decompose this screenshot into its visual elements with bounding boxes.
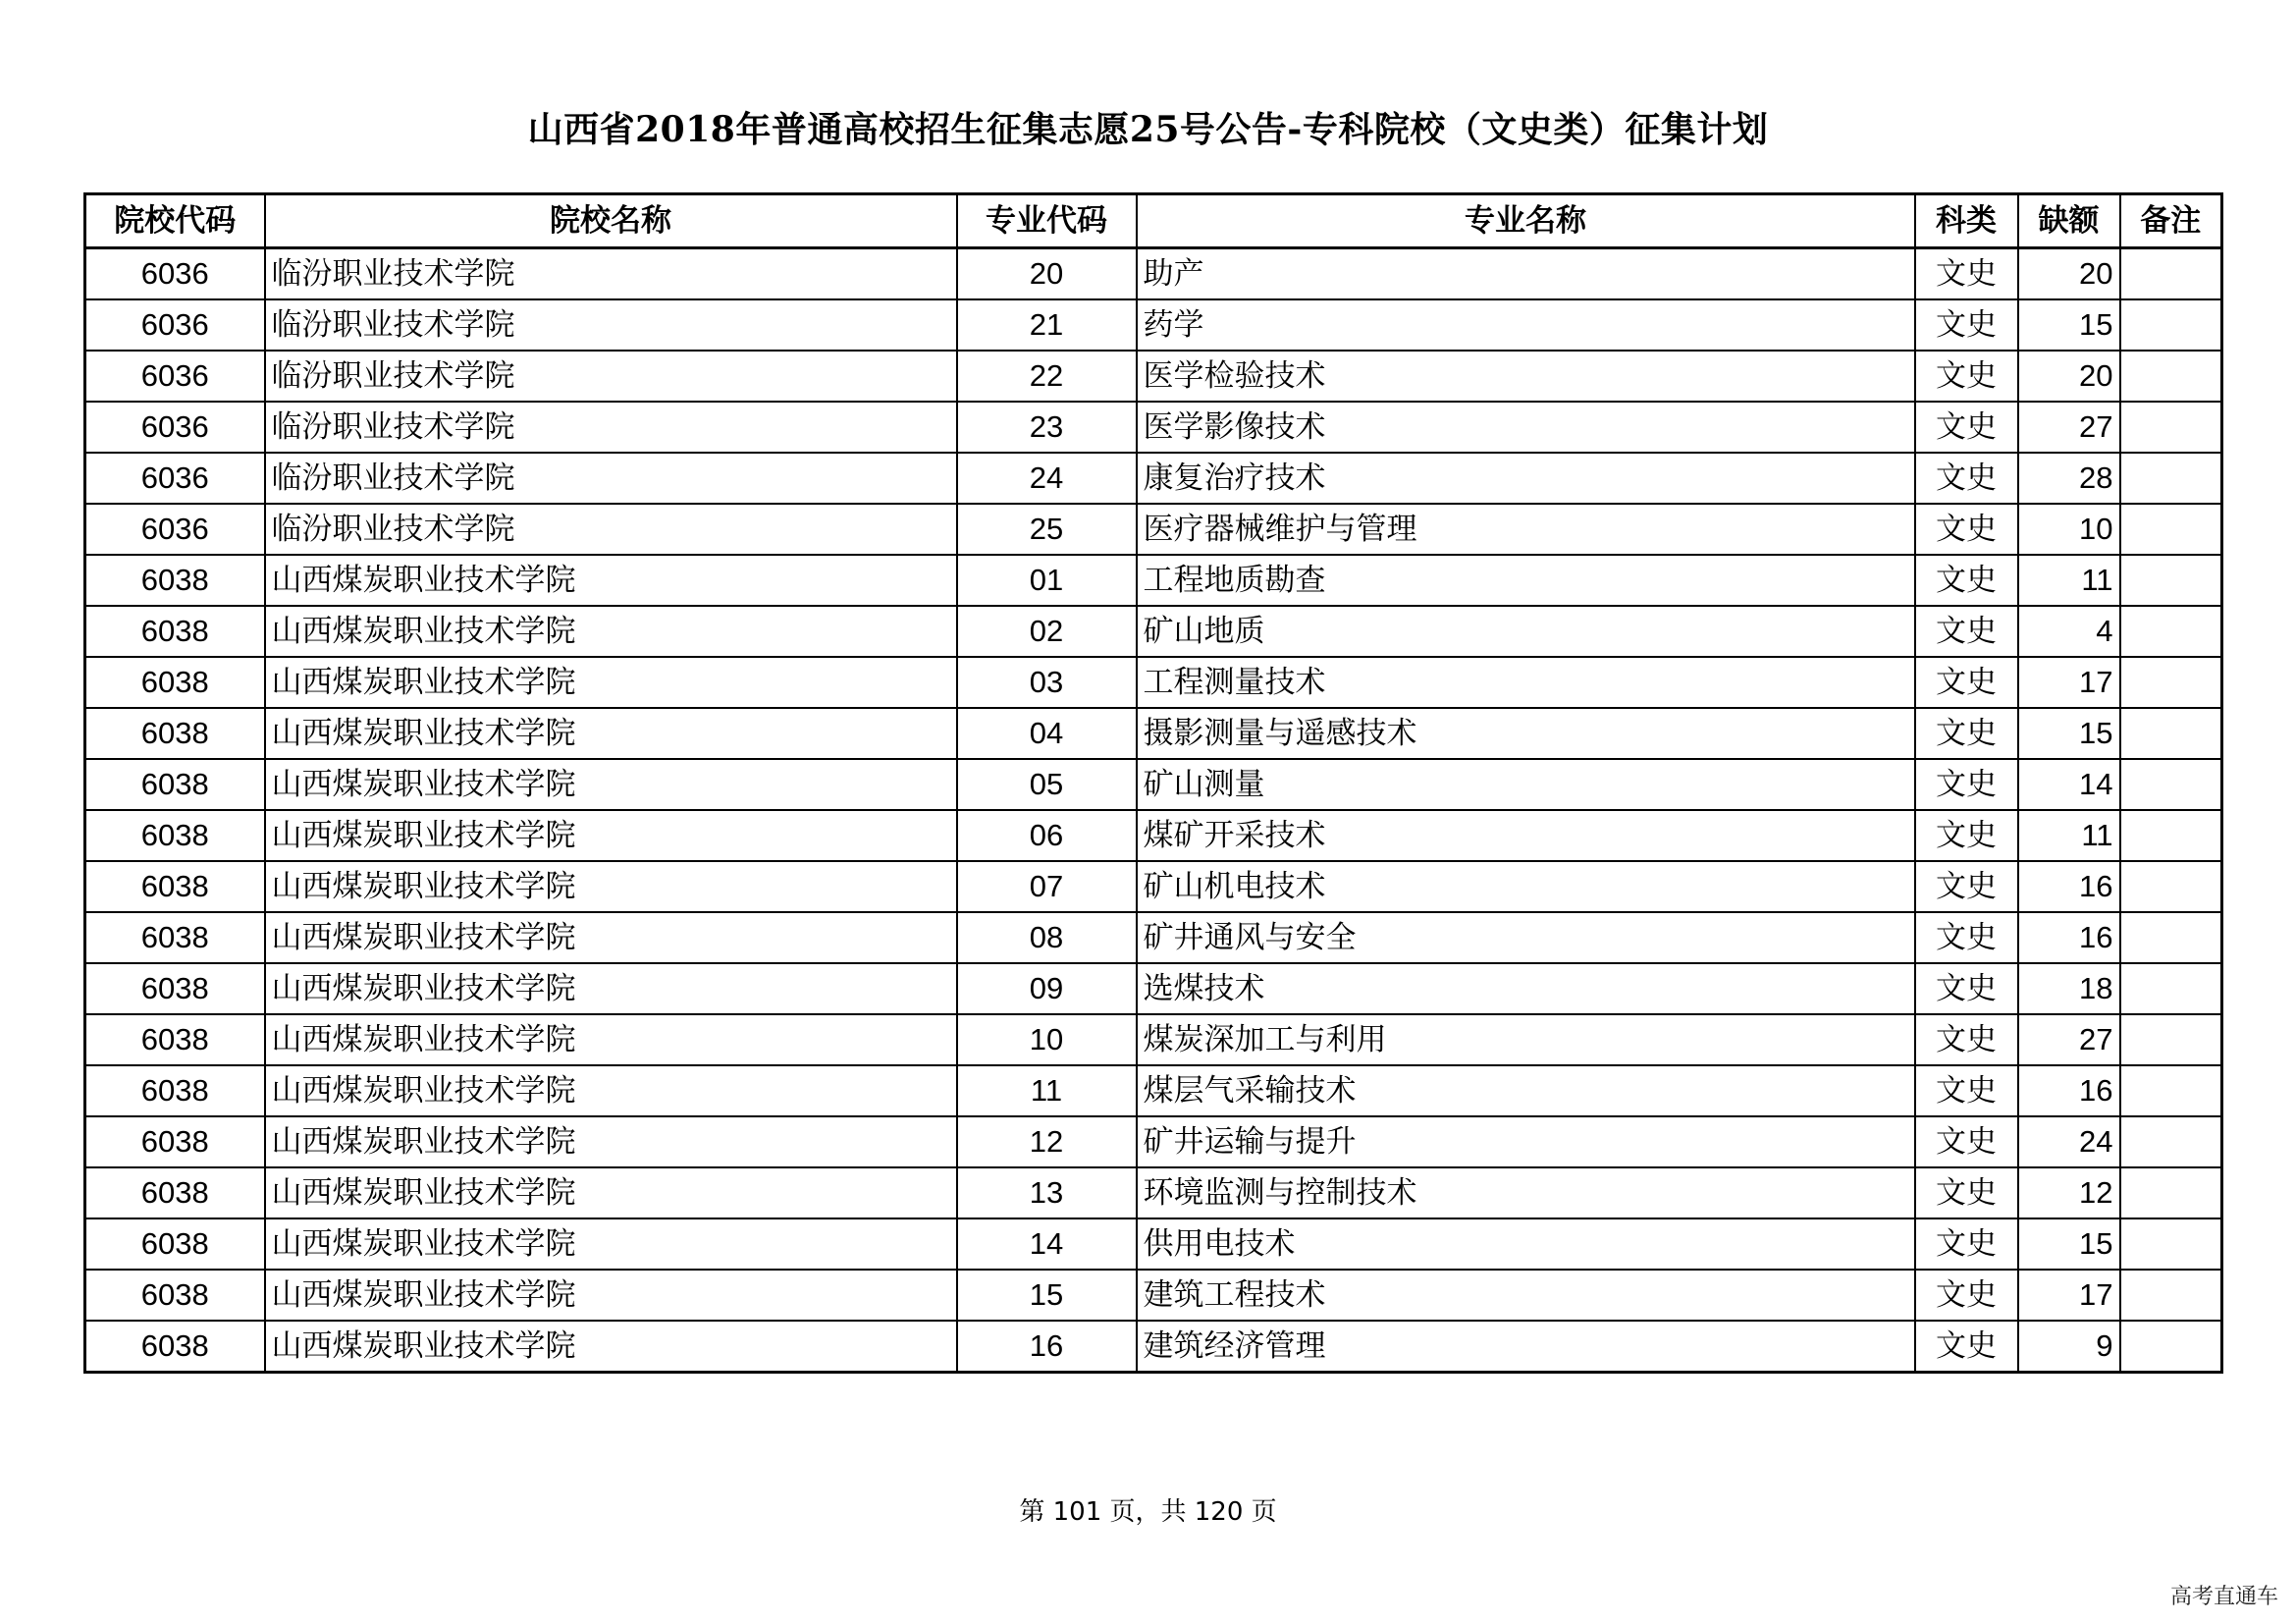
cell-category: 文史 (1915, 1116, 2018, 1167)
cell-school-name: 山西煤炭职业技术学院 (265, 1270, 957, 1321)
table-row (85, 555, 2222, 606)
cell-major-name: 矿山测量 (1137, 759, 1915, 810)
cell-category: 文史 (1915, 555, 2018, 606)
cell-major-name: 煤层气采输技术 (1137, 1065, 1915, 1116)
enrollment-plan-table (83, 192, 2223, 1374)
cell-school-name: 临汾职业技术学院 (265, 453, 957, 504)
table-row (85, 708, 2222, 759)
cell-quota: 28 (2018, 453, 2120, 504)
cell-school-code: 6038 (85, 912, 265, 963)
cell-major-code: 01 (957, 555, 1137, 606)
cell-quota: 17 (2018, 1270, 2120, 1321)
cell-note (2120, 708, 2222, 759)
cell-major-name: 医学影像技术 (1137, 402, 1915, 453)
cell-note (2120, 248, 2222, 300)
cell-quota: 9 (2018, 1321, 2120, 1373)
cell-quota: 20 (2018, 351, 2120, 402)
table-row (85, 759, 2222, 810)
cell-major-code: 10 (957, 1014, 1137, 1065)
cell-major-name: 工程测量技术 (1137, 657, 1915, 708)
table-row (85, 606, 2222, 657)
cell-major-code: 06 (957, 810, 1137, 861)
cell-note (2120, 810, 2222, 861)
cell-major-name: 选煤技术 (1137, 963, 1915, 1014)
cell-quota: 27 (2018, 402, 2120, 453)
cell-school-name: 临汾职业技术学院 (265, 402, 957, 453)
cell-major-name: 药学 (1137, 299, 1915, 351)
cell-category: 文史 (1915, 1065, 2018, 1116)
cell-note (2120, 351, 2222, 402)
cell-school-name: 山西煤炭职业技术学院 (265, 861, 957, 912)
cell-category: 文史 (1915, 1014, 2018, 1065)
cell-school-code: 6038 (85, 1321, 265, 1373)
header-major-name: 专业名称 (1137, 194, 1915, 248)
cell-major-name: 助产 (1137, 248, 1915, 300)
table-row (85, 299, 2222, 351)
cell-school-code: 6038 (85, 1116, 265, 1167)
cell-school-code: 6038 (85, 708, 265, 759)
cell-school-name: 山西煤炭职业技术学院 (265, 1321, 957, 1373)
cell-school-name: 临汾职业技术学院 (265, 504, 957, 555)
page-title: 山西省2018年普通高校招生征集志愿25号公告-专科院校（文史类）征集计划 (527, 109, 1769, 150)
cell-quota: 18 (2018, 963, 2120, 1014)
table-row (85, 912, 2222, 963)
cell-school-code: 6038 (85, 963, 265, 1014)
cell-major-code: 22 (957, 351, 1137, 402)
cell-school-name: 山西煤炭职业技术学院 (265, 1014, 957, 1065)
cell-category: 文史 (1915, 606, 2018, 657)
cell-major-code: 09 (957, 963, 1137, 1014)
table-row (85, 402, 2222, 453)
cell-school-code: 6036 (85, 402, 265, 453)
cell-quota: 16 (2018, 912, 2120, 963)
cell-category: 文史 (1915, 1270, 2018, 1321)
cell-major-name: 医疗器械维护与管理 (1137, 504, 1915, 555)
cell-school-code: 6036 (85, 504, 265, 555)
cell-major-code: 03 (957, 657, 1137, 708)
cell-major-name: 煤炭深加工与利用 (1137, 1014, 1915, 1065)
cell-note (2120, 861, 2222, 912)
table-row (85, 1116, 2222, 1167)
cell-school-code: 6036 (85, 299, 265, 351)
cell-major-code: 14 (957, 1218, 1137, 1270)
cell-major-code: 02 (957, 606, 1137, 657)
table-row (85, 1218, 2222, 1270)
cell-note (2120, 402, 2222, 453)
cell-school-name: 山西煤炭职业技术学院 (265, 759, 957, 810)
table-row (85, 504, 2222, 555)
cell-note (2120, 657, 2222, 708)
table-row (85, 351, 2222, 402)
cell-quota: 4 (2018, 606, 2120, 657)
header-note: 备注 (2120, 194, 2222, 248)
cell-school-name: 山西煤炭职业技术学院 (265, 1167, 957, 1218)
cell-major-name: 供用电技术 (1137, 1218, 1915, 1270)
cell-category: 文史 (1915, 504, 2018, 555)
cell-school-name: 山西煤炭职业技术学院 (265, 1065, 957, 1116)
cell-major-name: 建筑经济管理 (1137, 1321, 1915, 1373)
table-row (85, 1270, 2222, 1321)
cell-school-code: 6036 (85, 351, 265, 402)
cell-quota: 12 (2018, 1167, 2120, 1218)
header-category: 科类 (1915, 194, 2018, 248)
cell-quota: 14 (2018, 759, 2120, 810)
cell-category: 文史 (1915, 351, 2018, 402)
cell-note (2120, 1270, 2222, 1321)
cell-quota: 16 (2018, 861, 2120, 912)
cell-major-code: 12 (957, 1116, 1137, 1167)
cell-quota: 15 (2018, 1218, 2120, 1270)
watermark-text: 高考直通车 (2169, 1585, 2278, 1609)
cell-note (2120, 504, 2222, 555)
header-school-name: 院校名称 (265, 194, 957, 248)
cell-category: 文史 (1915, 861, 2018, 912)
cell-major-code: 25 (957, 504, 1137, 555)
cell-quota: 15 (2018, 299, 2120, 351)
cell-major-name: 煤矿开采技术 (1137, 810, 1915, 861)
cell-category: 文史 (1915, 453, 2018, 504)
cell-school-code: 6038 (85, 606, 265, 657)
cell-category: 文史 (1915, 402, 2018, 453)
cell-school-code: 6038 (85, 1218, 265, 1270)
cell-category: 文史 (1915, 1167, 2018, 1218)
cell-category: 文史 (1915, 912, 2018, 963)
table-row (85, 1014, 2222, 1065)
cell-major-code: 21 (957, 299, 1137, 351)
table-header-row (85, 194, 2222, 248)
cell-school-code: 6038 (85, 810, 265, 861)
page-number: 第 101 页，共 120 页 (1019, 1497, 1277, 1527)
cell-major-code: 08 (957, 912, 1137, 963)
cell-major-name: 摄影测量与遥感技术 (1137, 708, 1915, 759)
cell-note (2120, 299, 2222, 351)
cell-major-name: 环境监测与控制技术 (1137, 1167, 1915, 1218)
cell-school-code: 6038 (85, 1065, 265, 1116)
cell-quota: 24 (2018, 1116, 2120, 1167)
cell-major-code: 23 (957, 402, 1137, 453)
cell-category: 文史 (1915, 299, 2018, 351)
table-row (85, 1065, 2222, 1116)
cell-category: 文史 (1915, 1321, 2018, 1373)
cell-quota: 15 (2018, 708, 2120, 759)
cell-category: 文史 (1915, 1218, 2018, 1270)
cell-major-name: 矿山机电技术 (1137, 861, 1915, 912)
cell-school-code: 6038 (85, 555, 265, 606)
cell-major-name: 建筑工程技术 (1137, 1270, 1915, 1321)
cell-note (2120, 453, 2222, 504)
cell-major-name: 康复治疗技术 (1137, 453, 1915, 504)
cell-quota: 17 (2018, 657, 2120, 708)
table-row (85, 861, 2222, 912)
table-row (85, 810, 2222, 861)
cell-school-name: 山西煤炭职业技术学院 (265, 606, 957, 657)
cell-major-code: 07 (957, 861, 1137, 912)
cell-major-code: 15 (957, 1270, 1137, 1321)
cell-category: 文史 (1915, 963, 2018, 1014)
cell-school-name: 山西煤炭职业技术学院 (265, 657, 957, 708)
cell-note (2120, 1167, 2222, 1218)
cell-major-name: 矿井运输与提升 (1137, 1116, 1915, 1167)
cell-note (2120, 1065, 2222, 1116)
table-row (85, 657, 2222, 708)
cell-school-code: 6038 (85, 1270, 265, 1321)
table-row (85, 1321, 2222, 1373)
cell-school-name: 临汾职业技术学院 (265, 299, 957, 351)
cell-note (2120, 1321, 2222, 1373)
cell-major-name: 矿山地质 (1137, 606, 1915, 657)
cell-major-code: 05 (957, 759, 1137, 810)
cell-note (2120, 759, 2222, 810)
header-quota: 缺额 (2018, 194, 2120, 248)
cell-quota: 20 (2018, 248, 2120, 300)
cell-school-code: 6036 (85, 453, 265, 504)
cell-category: 文史 (1915, 657, 2018, 708)
cell-major-code: 11 (957, 1065, 1137, 1116)
cell-school-name: 山西煤炭职业技术学院 (265, 810, 957, 861)
cell-note (2120, 963, 2222, 1014)
cell-major-code: 24 (957, 453, 1137, 504)
cell-school-name: 山西煤炭职业技术学院 (265, 708, 957, 759)
cell-note (2120, 606, 2222, 657)
cell-school-code: 6038 (85, 657, 265, 708)
cell-school-code: 6038 (85, 1167, 265, 1218)
cell-note (2120, 1218, 2222, 1270)
cell-quota: 27 (2018, 1014, 2120, 1065)
cell-school-name: 山西煤炭职业技术学院 (265, 1218, 957, 1270)
cell-school-code: 6038 (85, 1014, 265, 1065)
cell-category: 文史 (1915, 708, 2018, 759)
cell-major-code: 04 (957, 708, 1137, 759)
cell-category: 文史 (1915, 810, 2018, 861)
cell-school-name: 临汾职业技术学院 (265, 351, 957, 402)
cell-quota: 11 (2018, 810, 2120, 861)
cell-quota: 10 (2018, 504, 2120, 555)
cell-major-name: 工程地质勘查 (1137, 555, 1915, 606)
table-row (85, 248, 2222, 300)
cell-quota: 11 (2018, 555, 2120, 606)
cell-category: 文史 (1915, 248, 2018, 300)
header-major-code: 专业代码 (957, 194, 1137, 248)
cell-major-name: 医学检验技术 (1137, 351, 1915, 402)
cell-school-name: 山西煤炭职业技术学院 (265, 1116, 957, 1167)
cell-note (2120, 1116, 2222, 1167)
table-row (85, 453, 2222, 504)
cell-school-code: 6036 (85, 248, 265, 300)
cell-category: 文史 (1915, 759, 2018, 810)
cell-note (2120, 555, 2222, 606)
cell-school-code: 6038 (85, 759, 265, 810)
cell-school-name: 临汾职业技术学院 (265, 248, 957, 300)
table-row (85, 1167, 2222, 1218)
cell-school-name: 山西煤炭职业技术学院 (265, 555, 957, 606)
cell-major-code: 20 (957, 248, 1137, 300)
cell-note (2120, 1014, 2222, 1065)
header-school-code: 院校代码 (85, 194, 265, 248)
cell-school-code: 6038 (85, 861, 265, 912)
cell-school-name: 山西煤炭职业技术学院 (265, 912, 957, 963)
cell-major-code: 16 (957, 1321, 1137, 1373)
cell-major-name: 矿井通风与安全 (1137, 912, 1915, 963)
cell-school-name: 山西煤炭职业技术学院 (265, 963, 957, 1014)
cell-note (2120, 912, 2222, 963)
cell-quota: 16 (2018, 1065, 2120, 1116)
table-body (85, 248, 2222, 1373)
cell-major-code: 13 (957, 1167, 1137, 1218)
table-row (85, 963, 2222, 1014)
